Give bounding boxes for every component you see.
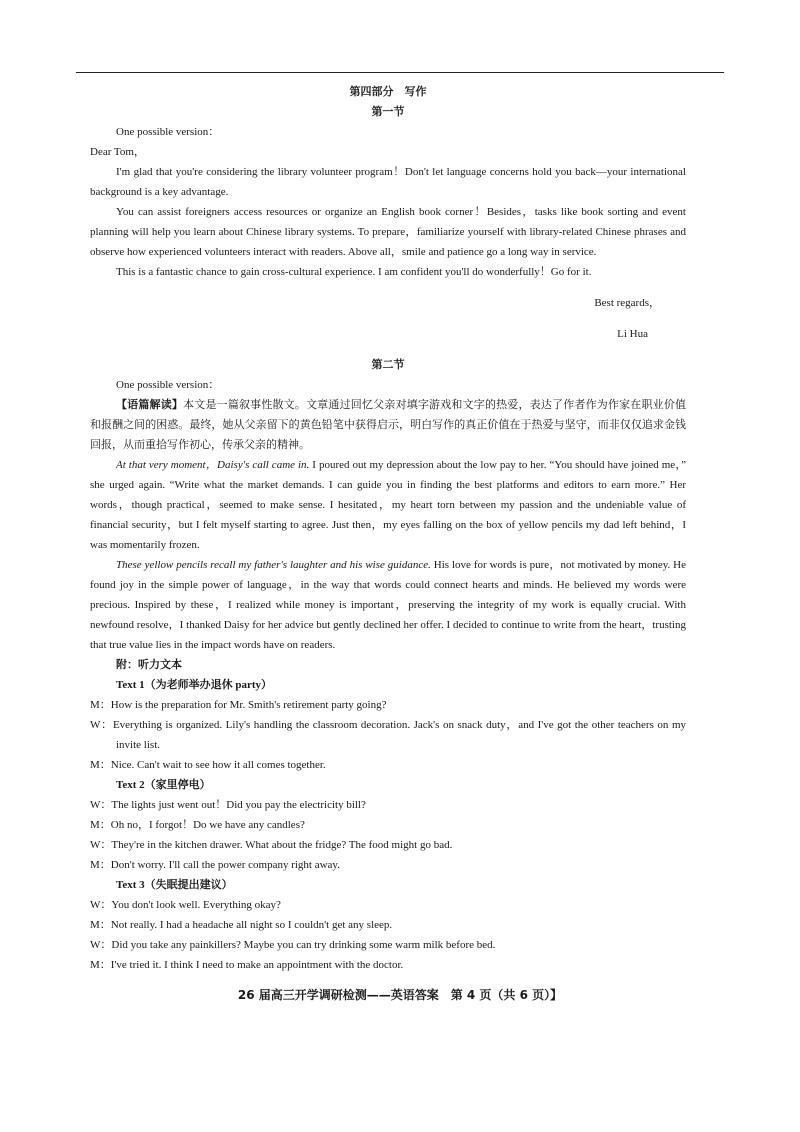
listening-text-3-title: Text 3（失眠提出建议） — [116, 879, 233, 891]
analysis-tag: 【语篇解读】 — [116, 398, 184, 411]
dialogue-line — [90, 855, 686, 875]
letter-closing: Best regards， — [594, 297, 660, 309]
header-rule — [76, 72, 724, 73]
dialogue-line — [90, 715, 686, 755]
speaker-label: W： — [90, 799, 112, 811]
speaker-label: M： — [90, 819, 111, 831]
dialogue-text: Everything is organized. Lily's handling the classroom decoration. Jack's on snack duty，and I've got the other teachers on my invite list. — [112, 719, 686, 751]
page-footer: 26 届高三开学调研检测——英语答案 第 4 页（共 6 页）】 — [237, 988, 563, 1002]
dialogue-text: Not really. I had a headache all night so I couldn't get any sleep. — [110, 919, 393, 931]
dialogue-text: The lights just went out！Did you pay the electricity bill? — [111, 799, 366, 811]
dialogue-line — [90, 815, 686, 835]
dialogue-text: How is the preparation for Mr. Smith's retirement party going? — [110, 699, 387, 711]
dialogue-line — [90, 915, 686, 935]
section2-intro: One possible version： — [116, 379, 220, 391]
story-paragraph-1 — [90, 455, 686, 555]
story-paragraph-2 — [90, 555, 686, 655]
dialogue-text: Oh no，I forgot！Do we have any candles? — [110, 819, 305, 831]
speaker-label: M： — [90, 699, 111, 711]
dialogue-line — [90, 955, 686, 975]
speaker-label: W： — [90, 939, 112, 951]
section1-intro: One possible version： — [116, 126, 220, 138]
letter-greeting: Dear Tom， — [90, 146, 145, 158]
listening-text-2-title: Text 2（家里停电） — [116, 779, 211, 791]
dialogue-line — [90, 835, 686, 855]
letter-paragraph-3: This is a fantastic chance to gain cross-cultural experience. I am confident you'll do wonderfully！Go for it. — [116, 266, 592, 278]
speaker-label: W： — [90, 899, 112, 911]
part-title: 第四部分 写作 — [349, 85, 427, 98]
dialogue-line — [90, 795, 686, 815]
dialogue-text: Nice. Can't wait to see how it all comes together. — [110, 759, 326, 771]
letter-signature: Li Hua — [617, 328, 648, 340]
analysis-paragraph — [90, 395, 686, 455]
dialogue-line — [90, 695, 686, 715]
speaker-label: M： — [90, 859, 111, 871]
listening-text-1-title: Text 1（为老师举办退休 party） — [116, 679, 273, 691]
dialogue-line — [90, 935, 686, 955]
story-paragraph-1-rest: I poured out my depression about the low pay to her. “You should have joined me，” she urged again. “Write what the market demands. I can guide you in finding the best platforms and editors to earn more.” Her words，though practical，seemed to make sense. I hesitated，my heart torn between my passion and the undeniable value of financial security，but I felt myself starting to agree. Just then，my eyes falling on the box of yellow pencils my dad left behind，I was momentarily frozen. — [90, 459, 687, 551]
speaker-label: M： — [90, 759, 111, 771]
story-paragraph-2-lead: These yellow pencils recall my father's laughter and his wise guidance. — [116, 559, 431, 571]
dialogue-text: Did you take any painkillers? Maybe you can try drinking some warm milk before bed. — [111, 939, 496, 951]
dialogue-text: Don't worry. I'll call the power company right away. — [110, 859, 340, 871]
dialogue-text: They're in the kitchen drawer. What about the fridge? The food might go bad. — [111, 839, 453, 851]
speaker-label: W： — [90, 719, 113, 731]
speaker-label: M： — [90, 959, 111, 971]
speaker-label: M： — [90, 919, 111, 931]
letter-paragraph-2: You can assist foreigners access resources or organize an English book corner！Besides，tasks like book sorting and event planning will help you learn about Chinese library systems. To prepare，familiarize yourself with library-related Chinese phrases and observe how experienced volunteers interact with readers. Above all，smile and patience go a long way in service. — [90, 206, 686, 258]
section1-title: 第一节 — [371, 105, 405, 118]
dialogue-text: You don't look well. Everything okay? — [111, 899, 281, 911]
story-paragraph-1-lead: At that very moment，Daisy's call came in. — [116, 459, 310, 471]
story-paragraph-2-rest: His love for words is pure，not motivated by money. He found joy in the simple power of language，in the way that words could connect hearts and minds. He believed my words were precious. Inspired by these，I realized while money is important，preserving the integrity of my work is equally crucial. With newfound resolve，I thanked Daisy for her advice but gently declined her offer. I decided to continue to write from the heart，trusting that true value lies in the impact words have on readers. — [90, 559, 686, 651]
dialogue-text: I've tried it. I think I need to make an appointment with the doctor. — [110, 959, 404, 971]
section2-title: 第二节 — [371, 358, 405, 371]
letter-paragraph-1: I'm glad that you're considering the library volunteer program！Don't let language concerns hold you back—your international background is a key advantage. — [90, 166, 686, 198]
speaker-label: W： — [90, 839, 112, 851]
appendix-title: 附：听力文本 — [116, 658, 182, 671]
dialogue-line — [90, 895, 686, 915]
dialogue-line — [90, 755, 686, 775]
page-content — [90, 82, 686, 975]
analysis-text: 本文是一篇叙事性散文。文章通过回忆父亲对填字游戏和文字的热爱，表达了作者作为作家在职业价值和报酬之间的困惑。最终，她从父亲留下的黄色铅笔中获得启示，明白写作的真正价值在于热爱与坚守，而非仅仅追求金钱回报，从而重拾写作初心，传承父亲的精神。 — [90, 398, 687, 451]
